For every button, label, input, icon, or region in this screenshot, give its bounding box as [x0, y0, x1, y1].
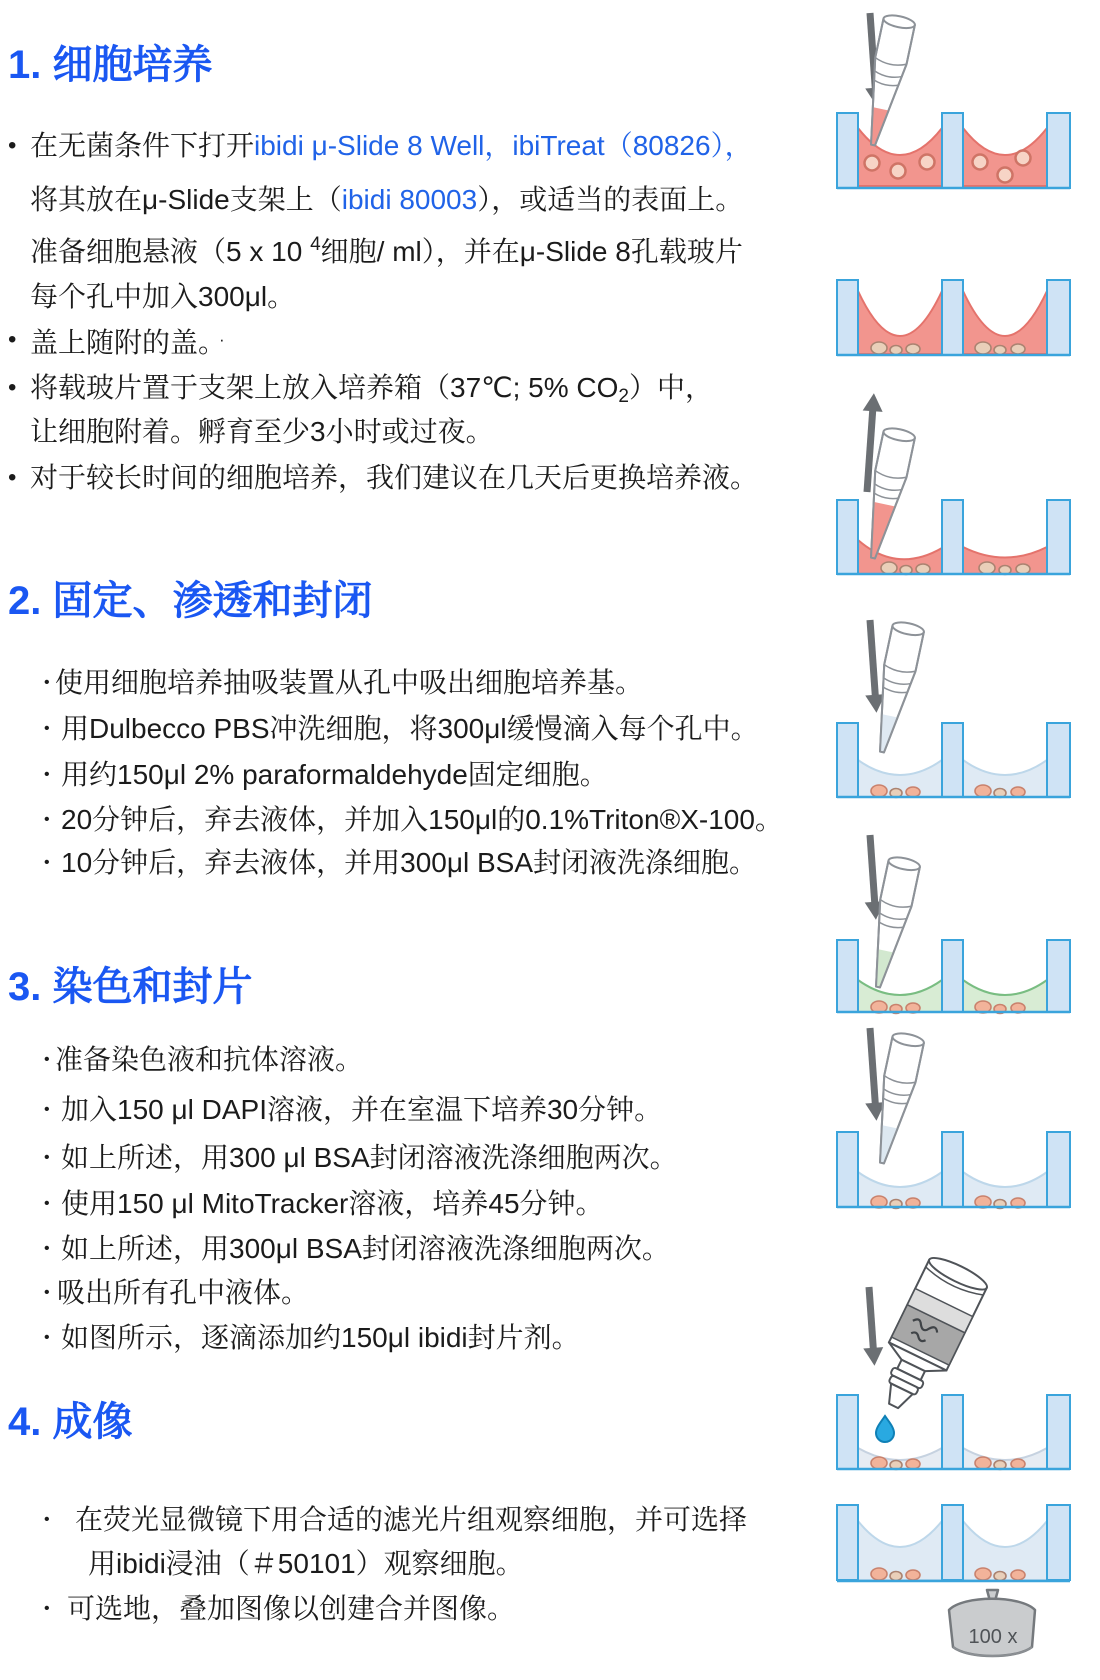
link-ibidi-80003[interactable]: ibidi 80003 [341, 184, 478, 215]
item-text: 盖上随附的盖。 [30, 327, 213, 358]
objective-lens-icon [949, 1590, 1035, 1656]
section-3-heading: 3. 染色和封片 [8, 965, 253, 1009]
item-text: 可选地，叠加图像以创建合并图像。 [67, 1593, 516, 1624]
section-2-heading: 2. 固定、渗透和封闭 [8, 579, 373, 623]
pipette-icon [857, 426, 916, 561]
bullet-icon: • [44, 766, 50, 783]
stray-dot: · [219, 330, 225, 349]
bullet-icon: • [44, 674, 50, 691]
item-text: ）中， [628, 372, 713, 403]
bullet-icon: • [44, 1284, 50, 1301]
bullet-icon: • [44, 1511, 50, 1528]
item-text: 在无菌条件下打开 [30, 130, 255, 161]
link-ibidi-80826[interactable]: ibidi μ-Slide 8 Well，ibiTreat（80826）， [254, 130, 753, 161]
item-text: 用约150μl 2% paraformaldehyde固定细胞。 [61, 759, 608, 790]
bullet-icon: • [44, 1101, 50, 1118]
figure-seed-cells [837, 5, 1070, 197]
item-text: 将载玻片置于支架上放入培养箱（37℃; 5% CO [30, 372, 619, 403]
figure-fixation [837, 832, 1070, 1016]
bullet-icon: • [8, 374, 17, 401]
bullet-icon: • [44, 1051, 50, 1068]
item-text: 吸出所有孔中液体。 [57, 1277, 310, 1308]
bullet-icon: • [44, 720, 50, 737]
bullet-icon: • [8, 132, 17, 159]
arrow-down-icon [859, 1286, 884, 1366]
bullet-icon: • [44, 1240, 50, 1257]
item-text: 使用细胞培养抽吸装置从孔中吸出细胞培养基。 [55, 667, 644, 698]
figure-mounting [837, 1237, 1070, 1475]
figure-staining [837, 1024, 1070, 1212]
item-text: 每个孔中加入300μl。 [30, 281, 296, 312]
item-text: 准备细胞悬液（5 x 10 [30, 236, 311, 267]
bullet-icon: • [44, 854, 50, 871]
mounting-medium-drop [876, 1416, 894, 1442]
bullet-icon: • [44, 811, 50, 828]
superscript: 4 [310, 234, 321, 255]
bullet-icon: • [8, 464, 17, 491]
item-text: 在荧光显微镜下用合适的滤光片组观察细胞，并可选择 [75, 1504, 748, 1535]
objective-magnification-label: 100 x [968, 1626, 1018, 1648]
item-text: 如上所述，用300 μl BSA封闭溶液洗涤细胞两次。 [61, 1142, 678, 1173]
figure-aspirate-medium [837, 390, 1070, 578]
item-text: 10分钟后，弃去液体，并用300μl BSA封闭液洗涤细胞。 [61, 847, 758, 878]
figure-pbs-wash [837, 614, 1070, 802]
item-text: 细胞/ ml），并在μ-Slide 8孔载玻片 [320, 236, 743, 267]
item-text: 准备染色液和抗体溶液。 [55, 1044, 364, 1075]
item-text: 让细胞附着。孵育至少3小时或过夜。 [30, 416, 494, 447]
figure-cells-attached [837, 278, 1070, 362]
item-text: 加入150 μl DAPI溶液，并在室温下培养30分钟。 [61, 1094, 663, 1125]
item-text: 使用150 μl MitoTracker溶液，培养45分钟。 [61, 1188, 604, 1219]
bullet-icon: • [44, 1195, 50, 1212]
item-text: 如图所示，逐滴添加约150μl ibidi封片剂。 [61, 1322, 580, 1353]
subscript: 2 [618, 386, 629, 407]
item-text: 20分钟后，弃去液体，并加入150μl的0.1%Triton®X-100。 [61, 804, 783, 835]
pipette-icon [857, 13, 916, 148]
bullet-icon: • [44, 1329, 50, 1346]
item-text: ），或适当的表面上。 [477, 184, 744, 215]
bullet-icon: • [8, 326, 17, 353]
section-1-heading: 1. 细胞培养 [8, 43, 213, 87]
dropper-bottle-icon [865, 1253, 990, 1420]
item-text: 将其放在μ-Slide支架上（ [30, 184, 342, 215]
section-4-heading: 4. 成像 [8, 1400, 133, 1444]
figure-imaging [837, 1502, 1070, 1674]
item-text: 如上所述，用300μl BSA封闭溶液洗涤细胞两次。 [61, 1233, 670, 1264]
item-text: 用ibidi浸油（＃50101）观察细胞。 [88, 1548, 524, 1579]
item-text: 对于较长时间的细胞培养，我们建议在几天后更换培养液。 [30, 462, 759, 493]
bullet-icon: • [44, 1149, 50, 1166]
bullet-icon: • [44, 1600, 50, 1617]
item-text: 用Dulbecco PBS冲洗细胞，将300μl缓慢滴入每个孔中。 [61, 713, 759, 744]
